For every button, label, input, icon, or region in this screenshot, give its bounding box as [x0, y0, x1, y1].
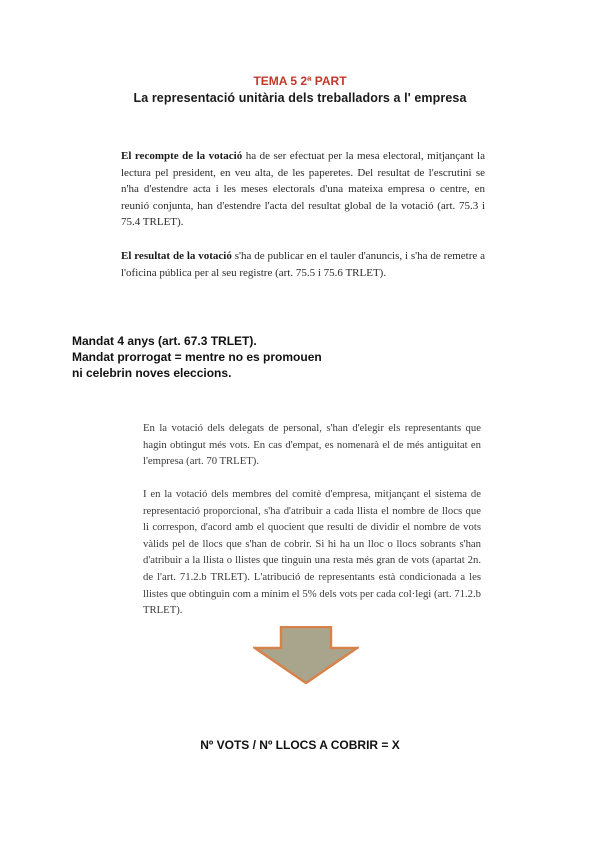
- mandat-note: [72, 333, 412, 381]
- paragraph-recompte-text: ha de ser efectuat per la mesa electoral, mitjançant la lectura pel president, en veu alta, de les paperetes. Del resultat de l'escrutini se n'ha d'estendre acta i les meses electorals d'una mateixa empresa o centre, en reunió conjunta, han d'estendre l'acta del resultat global de la votació (art. 75.3 i 75.4 TRLET).: [121, 150, 485, 228]
- mandat-line-3: ni celebrin noves eleccions.: [72, 366, 232, 380]
- paragraph-resultat-lead: El resultat de la votació: [121, 250, 232, 262]
- paragraph-recompte: [121, 148, 485, 231]
- paragraph-resultat: [121, 248, 485, 281]
- paragraph-recompte-lead: El recompte de la votació: [121, 150, 243, 162]
- down-arrow-icon: [253, 626, 359, 684]
- mandat-line-1: Mandat 4 anys (art. 67.3 TRLET).: [72, 334, 257, 348]
- paragraph-resultat-text: s'ha de publicar en el tauler d'anuncis, i s'ha de remetre a l'oficina pública per al seu registre (art. 75.5 i 75.6 TRLET).: [121, 250, 485, 279]
- page-title: TEMA 5 2ª PART: [253, 74, 347, 88]
- page-subtitle: La representació unitària dels treballadors a l' empresa: [133, 91, 467, 105]
- paragraph-comite: I en la votació dels membres del comitè d'empresa, mitjançant el sistema de representació proporcional, s'ha d'atribuir a cada llista el nombre de llocs que li correspon, d'acord amb el quocient que resulti de dividir el nombre de vots vàlids pel de llocs que s'han de cobrir. Si hi ha un lloc o llocs sobrants s'han d'atribuir a la llista o llistes que tinguin una resta més gran de vots (apartat 2n. de l'art. 71.2.b TRLET). L'atribució de representants està condicionada a les llistes que obtinguin com a mínim el 5% dels vots per cada col·legi (art. 71.2.b TRLET).: [143, 488, 481, 617]
- paragraph-delegats: En la votació dels delegats de personal, s'han d'elegir els representants que hagin obtingut més vots. En cas d'empat, es nomenarà el de més antiguitat en l'empresa (art. 70 TRLET).: [143, 422, 481, 468]
- mandat-line-2: Mandat prorrogat = mentre no es promouen: [72, 350, 322, 364]
- formula-text: Nº VOTS / Nº LLOCS A COBRIR = X: [200, 738, 400, 752]
